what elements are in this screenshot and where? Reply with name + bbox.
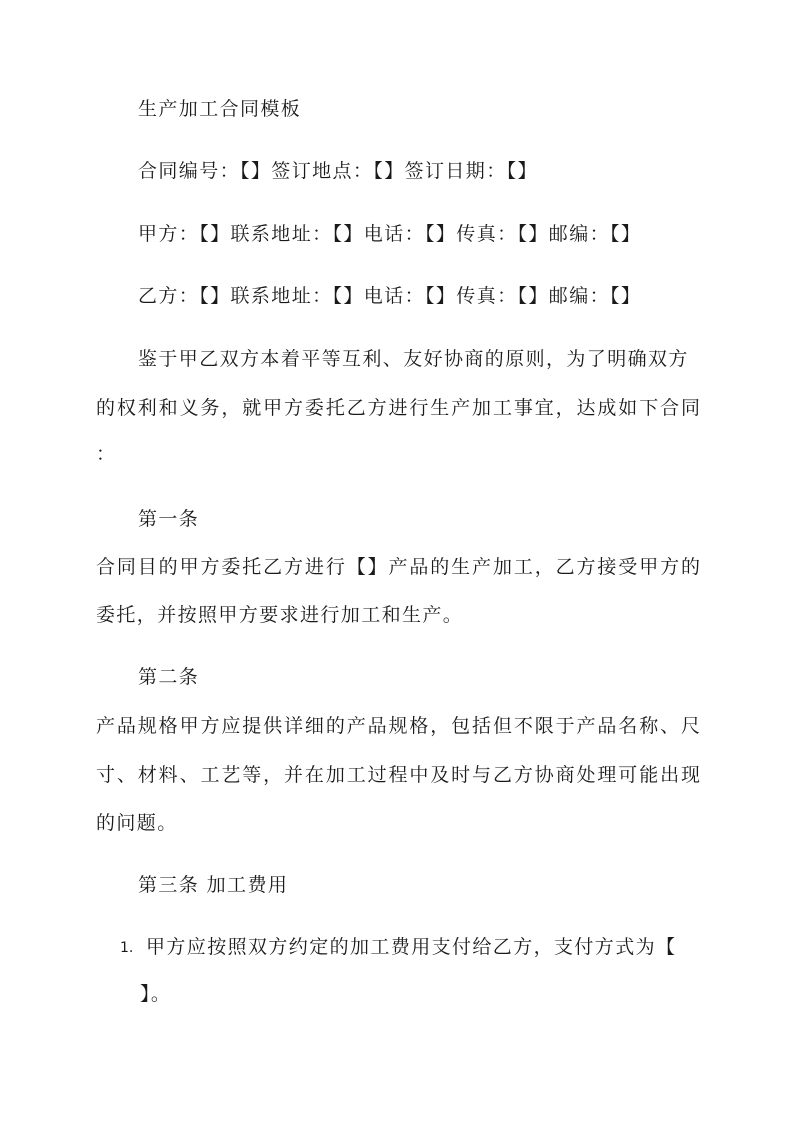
article-1-heading: 第一条 (138, 508, 200, 530)
contract-header-line: 合同编号：【】签订地点：【】签订日期：【】 (138, 160, 538, 182)
article-3-item-1-line-1: 甲方应按照双方约定的加工费用支付给乙方，支付方式为【 (146, 936, 677, 958)
article-2-line-2: 寸、材料、工艺等，并在加工过程中及时与乙方协商处理可能出现 (96, 764, 700, 786)
party-b-line: 乙方：【】联系地址：【】电话：【】传真：【】邮编：【】 (138, 285, 642, 307)
article-2-line-3: 的问题。 (96, 812, 178, 834)
article-3-item-1-number: 1. (120, 940, 134, 956)
party-a-line: 甲方：【】联系地址：【】电话：【】传真：【】邮编：【】 (138, 223, 642, 245)
article-1-line-1: 合同目的甲方委托乙方进行【】产品的生产加工，乙方接受甲方的 (96, 556, 700, 578)
article-1-line-2: 委托，并按照甲方要求进行加工和生产。 (96, 604, 464, 626)
preamble-line-2: 的权利和义务，就甲方委托乙方进行生产加工事宜，达成如下合同 (96, 397, 700, 419)
preamble-line-1: 鉴于甲乙双方本着平等互利、友好协商的原则，为了明确双方 (138, 348, 689, 370)
document-title: 生产加工合同模板 (138, 98, 302, 120)
article-2-line-1: 产品规格甲方应提供详细的产品规格，包括但不限于产品名称、尺 (96, 715, 700, 737)
article-2-heading: 第二条 (138, 666, 200, 688)
preamble-line-3: ： (96, 443, 117, 465)
article-3-heading: 第三条 加工费用 (138, 874, 289, 896)
article-3-item-1-line-2: 】。 (140, 983, 172, 1005)
